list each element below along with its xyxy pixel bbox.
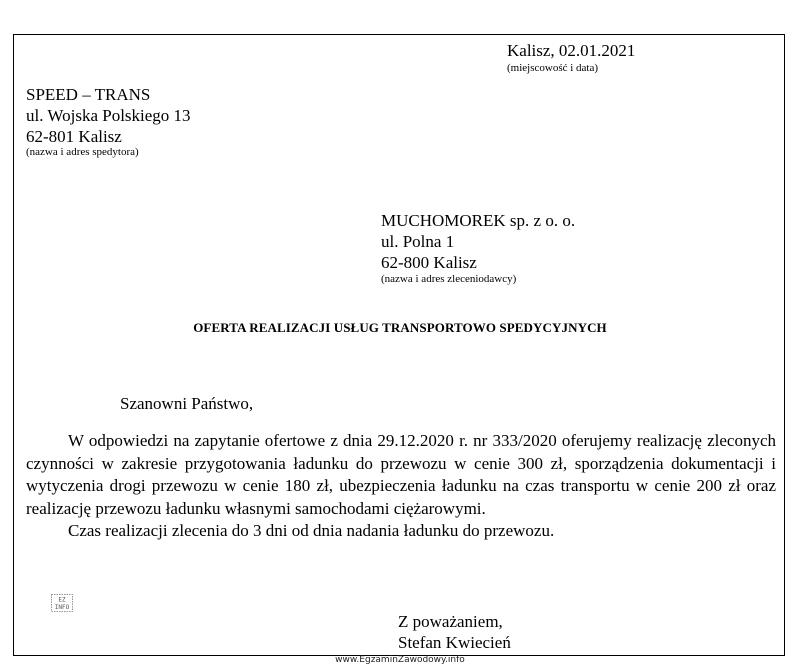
stamp-text-top: EZ [58, 596, 66, 604]
salutation: Szanowni Państwo, [120, 394, 254, 413]
body-paragraph-time: Czas realizacji zlecenia do 3 dni od dnia nadania ładunku do przewozu. [68, 521, 555, 540]
body-paragraph-offer: W odpowiedzi na zapytanie ofertowe z dnia 29.12.2020 r. nr 333/2020 oferujemy realizację zleconych czynności w zakresie przygotowania ładunku do przewozu w cenie 300 zł, sporządzenia dokumentacji i wytyczenia drogi przewozu w cenie 180 zł, ubezpieczenia ładunku na czas transportu w cenie 200 zł oraz realizację przewozu ładunku własnymi samochodami ciężarowymi. [26, 431, 776, 518]
sender-city: 62-801 Kalisz [26, 127, 122, 146]
stamp-text-bottom: INFO [54, 604, 70, 611]
recipient-name: MUCHOMOREK sp. z o. o. [381, 211, 576, 230]
recipient-caption: (nazwa i adres zleceniodawcy) [381, 273, 517, 285]
closing-formula: Z poważaniem, [398, 612, 503, 631]
place-date-caption: (miejscowość i data) [507, 62, 599, 74]
signatory-name: Stefan Kwiecień [398, 633, 511, 652]
place-date: Kalisz, 02.01.2021 [507, 41, 636, 60]
footer-url: www.EgzaminZawodowy.info [335, 655, 465, 665]
sender-name: SPEED – TRANS [26, 85, 151, 104]
recipient-city: 62-800 Kalisz [381, 253, 477, 272]
recipient-address [381, 210, 575, 273]
ez-info-stamp-icon [51, 594, 73, 612]
sender-address [26, 84, 191, 147]
closing-signature [398, 611, 511, 653]
recipient-street: ul. Polna 1 [381, 232, 455, 251]
letter-body [26, 430, 776, 543]
sender-caption: (nazwa i adres spedytora) [26, 146, 139, 158]
document-title: OFERTA REALIZACJI USŁUG TRANSPORTOWO SPEDYCYJNYCH [193, 320, 607, 335]
sender-street: ul. Wojska Polskiego 13 [26, 106, 191, 125]
